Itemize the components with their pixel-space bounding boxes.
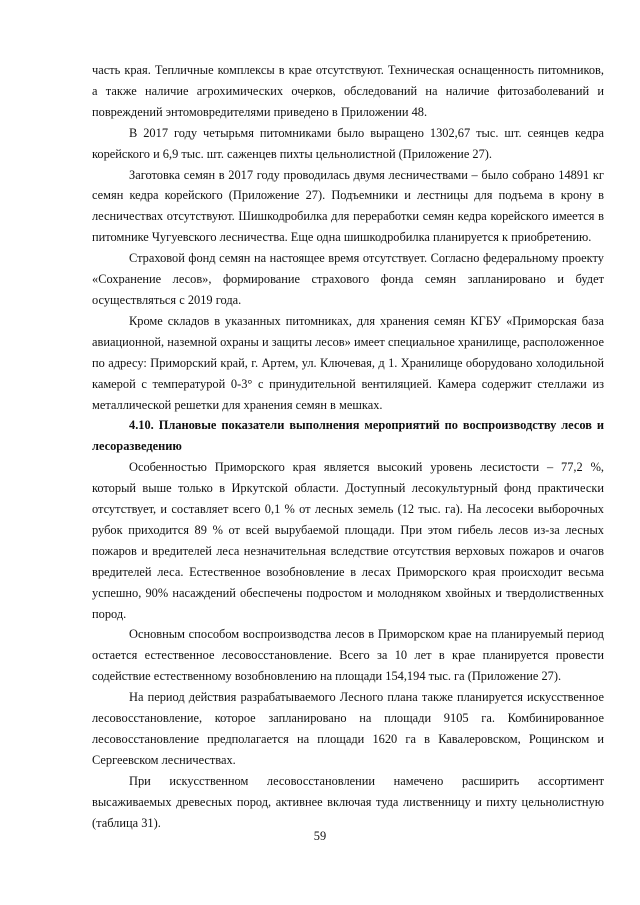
document-body <box>92 60 604 834</box>
page-number: 59 <box>313 829 327 843</box>
paragraph-seed-storage: Кроме складов в указанных питомниках, для хранения семян КГБУ «Приморская база авиационной, наземной охраны и защиты лесов» имеет специальное хранилище, расположенное по адресу: Приморский край, г. Артем, ул. Ключевая, д 1. Хранилище оборудовано холодильной камерой с температурой 0-3° с принудительной вентиляцией. Камера содержит стеллажи из металлической решетки для хранения семян в мешках. <box>92 313 604 412</box>
paragraph-nursery-equipment: часть края. Тепличные комплексы в крае отсутствуют. Техническая оснащенность питомников, а также наличие агрохимических очерков, обследований на наличие фитозаболеваний и повреждений энтомовредителями приведено в Приложении 48. <box>92 63 604 119</box>
paragraph-seedlings-2017: В 2017 году четырьмя питомниками было выращено 1302,67 тыс. шт. сеянцев кедра корейского и 6,9 тыс. шт. саженцев пихты цельнолистной (Приложение 27). <box>92 125 604 161</box>
paragraph-forest-cover: Особенностью Приморского края является высокий уровень лесистости – 77,2 %, который выше только в Иркутской области. Доступный лесокультурный фонд практически отсутствует, и составляет всего 0,1 % от лесных земель (12 тыс. га). На лесосеки выборочных рубок приходится 89 % от всей вырубаемой площади. При этом гибель лесов из-за лесных пожаров и вредителей леса незначительная вследствие отсутствия верховых пожаров и очагов вредителей леса. Естественное возобновление в лесах Приморского края происходит весьма успешно, 90% насаждений обеспечены подростом и молодняком хвойных и твердолиственных пород. <box>92 460 604 621</box>
paragraph-artificial-regeneration: На период действия разрабатываемого Лесного плана также планируется искусственное лесовосстановление, которое запланировано на площади 9105 га. Комбинированное лесовосстановление предполагается на площади 1620 га в Кавалеровском, Рощинском и Сергеевском лесничествах. <box>92 690 604 767</box>
section-heading: 4.10. Плановые показатели выполнения мероприятий по воспроизводству лесов и лесоразведению <box>92 418 604 454</box>
paragraph-seed-harvest: Заготовка семян в 2017 году проводилась двумя лесничествами – было собрано 14891 кг семян кедра корейского (Приложение 27). Подъемники и лестницы для подъема в крону в лесничествах отсутствуют. Шишкодробилка для переработки семян кедра корейского имеется в питомнике Чугуевского лесничества. Еще одна шишкодробилка планируется к приобретению. <box>92 167 604 245</box>
paragraph-species-assortment: При искусственном лесовосстановлении намечено расширить ассортимент высаживаемых древесных пород, активнее включая туда лиственницу и пихту цельнолистную (таблица 31). <box>92 773 604 830</box>
paragraph-insurance-fund: Страховой фонд семян на настоящее время отсутствует. Согласно федеральному проекту «Сохранение лесов», формирование страхового фонда семян запланировано и будет осуществляться с 2019 года. <box>92 251 604 307</box>
paragraph-natural-regeneration: Основным способом воспроизводства лесов в Приморском крае на планируемый период остается естественное лесовосстановление. Всего за 10 лет в крае планируется провести содействие естественному возобновлению на площади 154,194 тыс. га (Приложение 27). <box>92 627 604 684</box>
